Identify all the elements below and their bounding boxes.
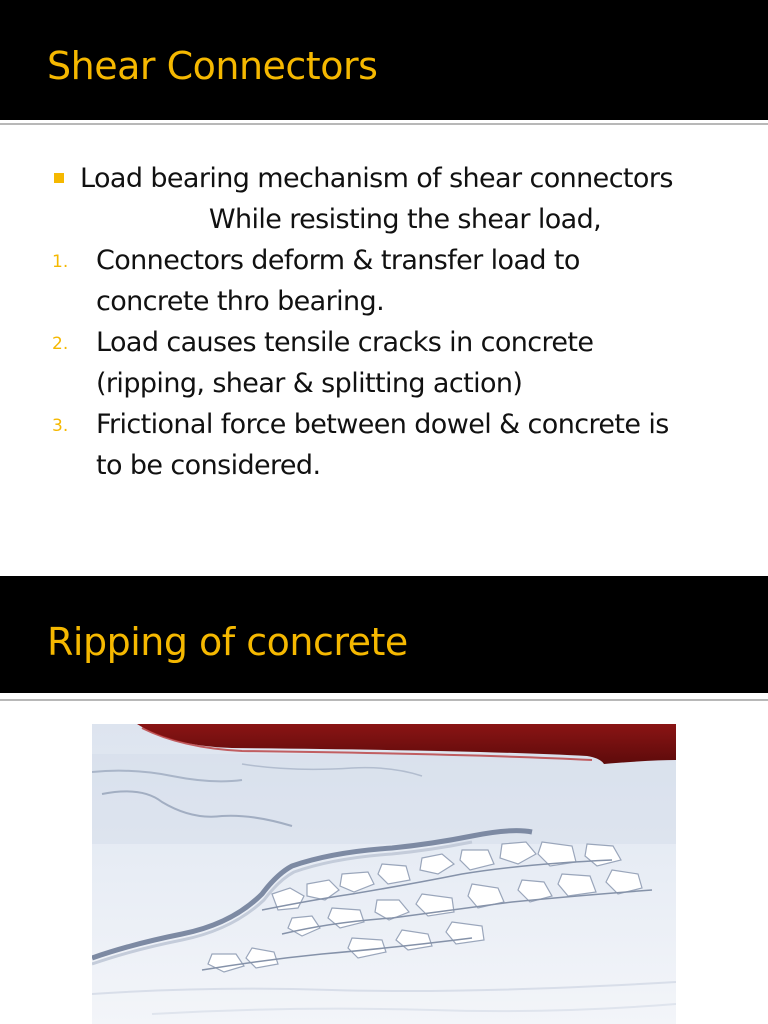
bullet-line: [0, 158, 768, 199]
bullet-text: Load bearing mechanism of shear connectors: [80, 163, 673, 194]
list-item-text: Load causes tensile cracks in concrete: [96, 327, 594, 358]
list-item-2: [0, 322, 768, 363]
list-item-text: Frictional force between dowel & concrete is: [96, 409, 669, 440]
list-item-text: Connectors deform & transfer load to: [96, 245, 580, 276]
list-item-3: [0, 404, 768, 445]
list-number: 3.: [52, 416, 69, 436]
slide-title: Ripping of concrete: [47, 620, 408, 664]
list-item-3-continued: [0, 445, 768, 486]
square-bullet-icon: [54, 173, 64, 183]
title-bar: [0, 576, 768, 693]
title-bar: [0, 0, 768, 120]
slide-ripping-of-concrete: [0, 576, 768, 1024]
list-number: 1.: [52, 252, 69, 272]
list-item-1: [0, 240, 768, 281]
title-divider: [0, 123, 768, 125]
list-item-text: concrete thro bearing.: [96, 286, 385, 317]
list-item-text: (ripping, shear & splitting action): [96, 368, 523, 399]
subheading-text: While resisting the shear load,: [208, 204, 602, 235]
list-item-1-continued: [0, 281, 768, 322]
subheading-line: [0, 199, 768, 240]
list-item-text: to be considered.: [96, 450, 321, 481]
slide-content: [0, 158, 768, 486]
title-divider: [0, 699, 768, 701]
ice-crack-photo: [92, 724, 676, 1024]
slide-title: Shear Connectors: [47, 44, 378, 88]
list-number: 2.: [52, 334, 69, 354]
list-item-2-continued: [0, 363, 768, 404]
